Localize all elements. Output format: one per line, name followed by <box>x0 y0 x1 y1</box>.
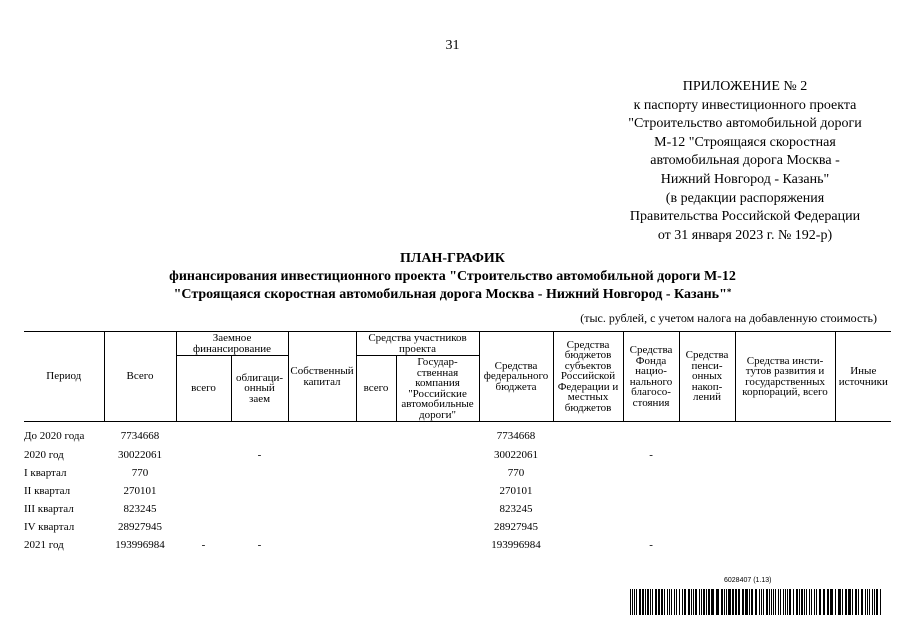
header-period: Период <box>24 332 104 422</box>
cell-loan-bonds <box>231 422 288 447</box>
cell-participants-company <box>396 536 479 554</box>
cell-regional-budgets <box>553 518 623 536</box>
page-number: 31 <box>445 38 460 53</box>
cell-own-capital <box>288 500 356 518</box>
cell-participants-total <box>356 536 396 554</box>
header-project-participants: Средства участников проекта <box>356 332 479 356</box>
cell-welfare-fund: - <box>649 539 653 551</box>
document-title <box>0 250 905 304</box>
header-total: Всего <box>104 332 176 422</box>
appendix-line: "Строительство автомобильной дороги <box>628 116 862 132</box>
header-other-sources: Иные источники <box>835 332 891 422</box>
cell-own-capital <box>288 446 356 464</box>
title-line-2: финансирования инвестиционного проекта "Строительство автомобильной дороги М-12 <box>169 269 736 284</box>
cell-loan-total <box>176 446 231 464</box>
cell-period: 2020 год <box>24 449 64 461</box>
header-loan-bonds: облигаци- онный заем <box>231 356 288 422</box>
cell-development-institutions <box>735 536 835 554</box>
header-loan-financing: Заемное финансирование <box>176 332 288 356</box>
cell-other-sources <box>835 518 891 536</box>
cell-welfare-fund <box>623 422 679 447</box>
cell-loan-bonds <box>231 464 288 482</box>
cell-pension-savings <box>679 482 735 500</box>
cell-participants-company <box>396 500 479 518</box>
cell-participants-total <box>356 500 396 518</box>
table-row <box>24 518 891 536</box>
cell-welfare-fund <box>623 500 679 518</box>
header-loan-total: всего <box>176 356 231 422</box>
cell-regional-budgets <box>553 446 623 464</box>
cell-pension-savings <box>679 464 735 482</box>
barcode-icon <box>630 589 882 615</box>
appendix-line: автомобильная дорога Москва - <box>650 153 840 169</box>
appendix-line: (в редакции распоряжения <box>665 190 825 206</box>
cell-welfare-fund <box>623 518 679 536</box>
cell-other-sources <box>835 482 891 500</box>
cell-participants-total <box>356 446 396 464</box>
cell-pension-savings <box>679 518 735 536</box>
cell-total: 28927945 <box>118 521 162 533</box>
cell-pension-savings <box>679 446 735 464</box>
cell-other-sources <box>835 536 891 554</box>
header-participants-total: всего <box>356 356 396 422</box>
cell-federal-budget: 270101 <box>499 485 533 497</box>
cell-loan-bonds <box>231 518 288 536</box>
cell-federal-budget: 193996984 <box>491 539 541 551</box>
title-line-3 <box>0 286 905 304</box>
appendix-line: к паспорту инвестиционного проекта <box>633 97 857 113</box>
appendix-header <box>600 78 890 245</box>
cell-loan-total <box>176 500 231 518</box>
header-federal-budget: Средства федерального бюджета <box>479 332 553 422</box>
cell-total: 30022061 <box>118 449 162 461</box>
cell-loan-bonds: - <box>257 539 262 551</box>
cell-participants-company <box>396 464 479 482</box>
footnote-mark: * <box>726 287 732 297</box>
cell-federal-budget: 28927945 <box>494 521 539 533</box>
cell-welfare-fund <box>623 464 679 482</box>
cell-loan-bonds: - <box>257 449 262 461</box>
cell-other-sources <box>835 500 891 518</box>
cell-loan-bonds <box>231 482 288 500</box>
cell-own-capital <box>288 536 356 554</box>
cell-pension-savings <box>679 500 735 518</box>
cell-development-institutions <box>735 446 835 464</box>
barcode-area <box>630 577 882 617</box>
cell-period: 2021 год <box>24 539 64 551</box>
cell-period: III квартал <box>24 503 74 515</box>
header-participants-company: Государ- ственная компания "Российские автомобильные дороги" <box>396 356 479 422</box>
cell-own-capital <box>288 518 356 536</box>
units-note: (тыс. рублей, с учетом налога на добавленную стоимость) <box>580 311 877 325</box>
appendix-line: от 31 января 2023 г. № 192-р) <box>657 227 833 243</box>
cell-federal-budget: 7734668 <box>496 430 536 442</box>
financing-table <box>24 331 891 554</box>
table-row <box>24 464 891 482</box>
title-line-1: ПЛАН-ГРАФИК <box>400 251 505 266</box>
cell-participants-company <box>396 518 479 536</box>
cell-total: 7734668 <box>120 430 160 442</box>
cell-regional-budgets <box>553 464 623 482</box>
cell-period: IV квартал <box>24 521 75 533</box>
cell-pension-savings <box>679 422 735 447</box>
cell-loan-total <box>176 422 231 447</box>
cell-period: До 2020 года <box>24 430 85 442</box>
cell-welfare-fund <box>623 482 679 500</box>
cell-welfare-fund: - <box>649 449 653 461</box>
cell-federal-budget: 30022061 <box>494 449 539 461</box>
table-row <box>24 422 891 447</box>
cell-other-sources <box>835 446 891 464</box>
barcode-id: 6028407 (1.13) <box>724 577 772 584</box>
header-development-institutions: Средства инсти- тутов развития и государственных корпораций, всего <box>735 332 835 422</box>
cell-development-institutions <box>735 500 835 518</box>
cell-development-institutions <box>735 422 835 447</box>
cell-loan-total <box>176 482 231 500</box>
table-row <box>24 482 891 500</box>
cell-participants-total <box>356 464 396 482</box>
cell-pension-savings <box>679 536 735 554</box>
header-welfare-fund: Средства Фонда нацио- нального благосо- стояния <box>623 332 679 422</box>
cell-own-capital <box>288 422 356 447</box>
cell-regional-budgets <box>553 500 623 518</box>
cell-participants-total <box>356 518 396 536</box>
cell-federal-budget: 823245 <box>499 503 533 515</box>
cell-participants-total <box>356 482 396 500</box>
cell-loan-total <box>176 464 231 482</box>
cell-total: 823245 <box>123 503 157 515</box>
cell-regional-budgets <box>553 422 623 447</box>
appendix-line: Правительства Российской Федерации <box>629 209 861 225</box>
table-row <box>24 446 891 464</box>
cell-participants-company <box>396 422 479 447</box>
cell-loan-total: - <box>201 539 206 551</box>
cell-period: II квартал <box>24 485 71 497</box>
cell-own-capital <box>288 464 356 482</box>
cell-participants-total <box>356 422 396 447</box>
cell-total: 770 <box>131 467 149 479</box>
cell-period: I квартал <box>24 467 67 479</box>
cell-regional-budgets <box>553 482 623 500</box>
cell-participants-company <box>396 482 479 500</box>
cell-federal-budget: 770 <box>507 467 525 479</box>
table-row <box>24 500 891 518</box>
cell-development-institutions <box>735 482 835 500</box>
cell-other-sources <box>835 464 891 482</box>
appendix-line: ПРИЛОЖЕНИЕ № 2 <box>682 79 808 94</box>
cell-development-institutions <box>735 464 835 482</box>
cell-participants-company <box>396 446 479 464</box>
cell-other-sources <box>835 422 891 447</box>
header-pension-savings: Средства пенси- онных накоп- лений <box>679 332 735 422</box>
cell-regional-budgets <box>553 536 623 554</box>
title-line-3-text: "Строящаяся скоростная автомобильная дорога Москва - Нижний Новгород - Казань" <box>173 287 727 302</box>
cell-loan-bonds <box>231 500 288 518</box>
cell-development-institutions <box>735 518 835 536</box>
table-row <box>24 536 891 554</box>
appendix-line: М-12 "Строящаяся скоростная <box>654 134 836 150</box>
appendix-line: Нижний Новгород - Казань" <box>660 171 830 187</box>
header-regional-budgets: Средства бюджетов субъектов Российской Федерации и местных бюджетов <box>553 332 623 422</box>
cell-total: 193996984 <box>115 539 165 551</box>
header-own-capital: Собственный капитал <box>288 332 356 422</box>
cell-loan-total <box>176 518 231 536</box>
cell-total: 270101 <box>123 485 157 497</box>
cell-own-capital <box>288 482 356 500</box>
